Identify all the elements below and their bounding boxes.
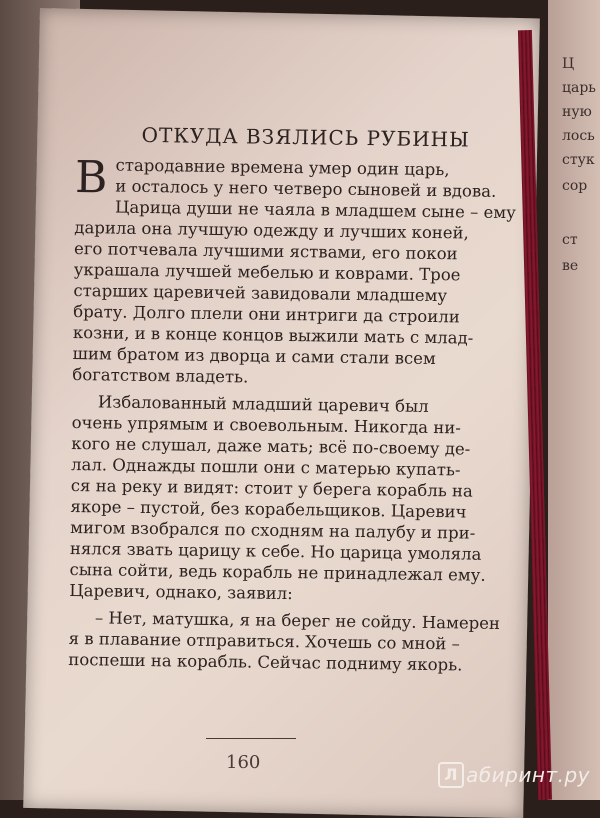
right-page-text: ст xyxy=(562,232,578,248)
right-page-text: Ц xyxy=(562,56,575,72)
text-line: богатством владеть. xyxy=(72,364,249,387)
text-line: старших царевичей завидовали младшему xyxy=(73,280,448,306)
text-line: лал. Однажды пошли они с матерью купать- xyxy=(70,454,461,480)
text-line: Царица души не чаяла в младшем сыне – ему xyxy=(114,197,516,223)
text-line: и осталось у него четверо сыновей и вдова. xyxy=(115,176,497,201)
labirint-watermark xyxy=(438,762,590,788)
right-page-text: лось xyxy=(562,128,595,144)
text-line: его потчевала лучшими яствами, его покои xyxy=(73,238,458,264)
drop-cap: В xyxy=(74,151,108,204)
text-line: кого не слушал, даже мать; всё по-своему де- xyxy=(71,433,471,459)
right-page-text: царь xyxy=(562,80,596,96)
paragraph-3 xyxy=(68,607,529,676)
text-line: шим братом из дворца и сами стали всем xyxy=(72,343,436,369)
text-line: мигом взобрался по сходням на палубу и при- xyxy=(70,517,476,543)
text-line: Царевич, однако, заявил: xyxy=(69,580,293,604)
right-page-text: сор xyxy=(562,178,588,194)
chapter-title: ОТКУДА ВЗЯЛИСЬ РУБИНЫ xyxy=(141,122,470,152)
page-number-rule xyxy=(206,738,296,739)
text-line: – Нет, матушка, я на берег не сойду. Намерен xyxy=(94,608,501,633)
text-line: я в плавание отправиться. Хочешь со мной – xyxy=(68,628,460,654)
right-page-edge xyxy=(548,0,600,800)
labirint-logo-icon: Л xyxy=(438,762,464,788)
page-content xyxy=(66,112,536,808)
paragraph-1 xyxy=(72,151,535,391)
text-line: брату. Долго плели они интриги да строили xyxy=(73,301,460,327)
text-line: очень упрямым и своевольным. Никогда ни- xyxy=(71,412,462,438)
text-line: козни, и в конце концов выжили мать с млад- xyxy=(72,322,474,348)
text-line: стародавние времена умер один царь, xyxy=(115,155,450,180)
page-number: 160 xyxy=(226,752,261,773)
right-page-text: ве xyxy=(562,258,579,274)
text-line: поспеши на корабль. Сейчас подниму якорь. xyxy=(68,649,463,675)
right-page-text: ную xyxy=(562,104,592,120)
text-line: сына сойти, ведь корабль не принадлежал ему. xyxy=(69,559,486,585)
right-page-text: стук xyxy=(562,152,595,168)
paragraph-2 xyxy=(69,391,532,607)
text-line: ся на реку и видят: стоит у берега корабль на xyxy=(70,475,473,501)
text-line: Избалованный младший царевич был xyxy=(97,392,429,416)
text-line: нялся звать царицу к себе. Но царица умоляла xyxy=(69,538,482,564)
text-line: дарила она лучшую одежду и лучших коней, xyxy=(74,217,470,243)
text-line: якоре – пустой, без корабельщиков. Царевич xyxy=(70,496,467,522)
text-line: украшала лучшей мебелью и коврами. Трое xyxy=(73,259,461,285)
watermark-text: абиринт.ру xyxy=(466,763,590,787)
